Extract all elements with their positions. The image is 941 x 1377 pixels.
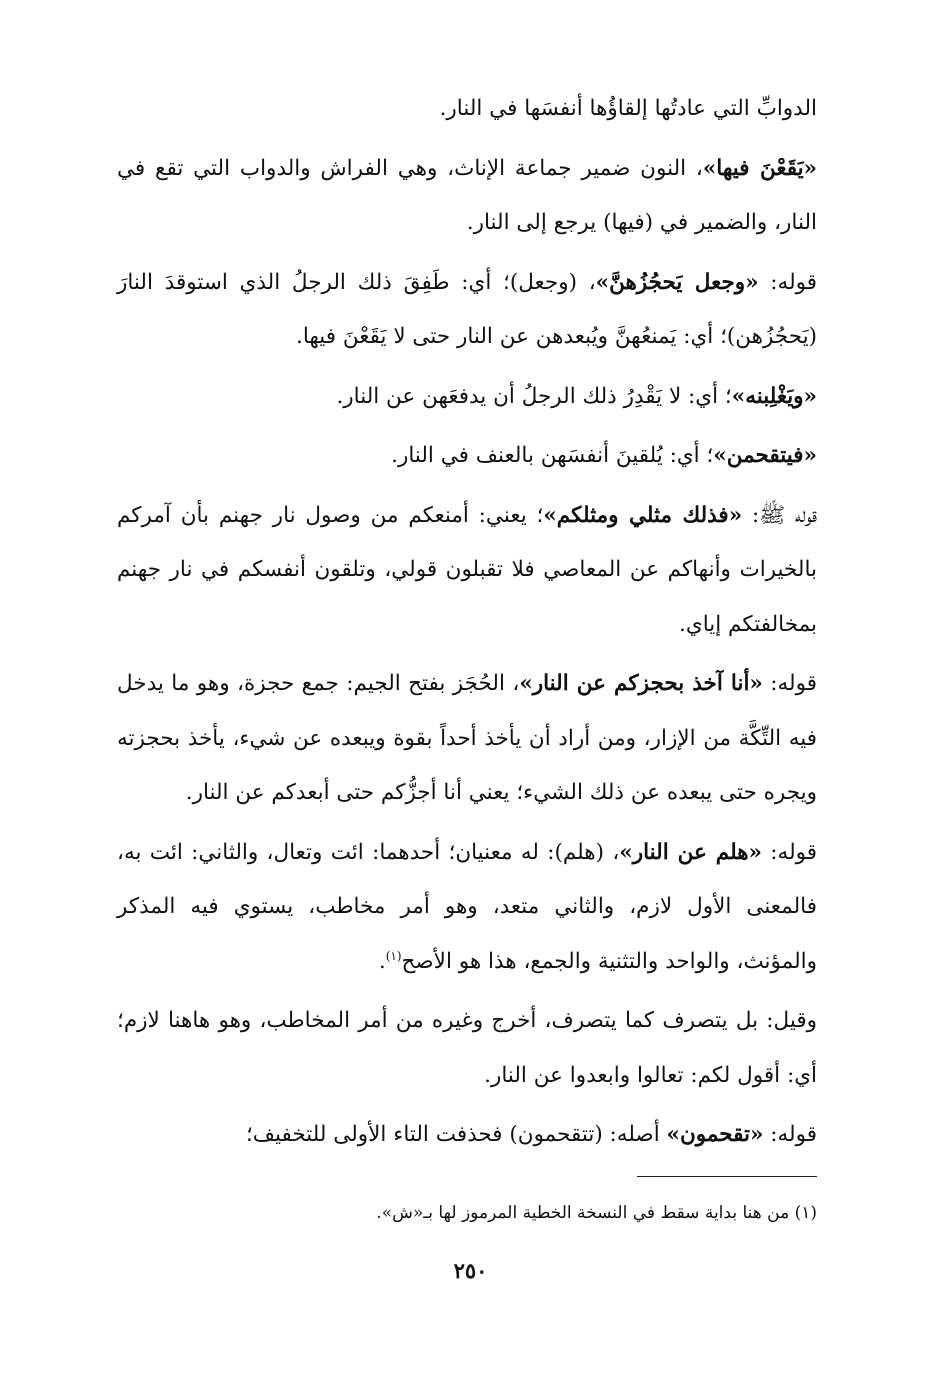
- paragraph-3: [117, 256, 817, 365]
- paragraph-text: ، الحُجَز بفتح الجيم: جمع حجزة، وهو ما يدخل فيه التِّكَّة من الإزار، ومن أراد أن يأخذ أحداً بقوة ويبعده عن شيء، يأخذ بحجزته ويجره حتى يبعده عن ذلك الشيء؛ يعني أنا أجزُّكم حتى أبعدكم عن النار.: [117, 671, 817, 805]
- paragraph-5: [117, 429, 817, 484]
- main-text: [117, 82, 817, 1168]
- quoted-term: «هلم عن النار»: [619, 839, 762, 865]
- paragraph-6: [117, 489, 817, 653]
- paragraph-text: الدوابِّ التي عادتُها إلقاؤُها أنفسَها في النار.: [439, 96, 817, 121]
- paragraph-lead: قوله:: [761, 839, 817, 865]
- paragraph-text: ؛ أي: يُلقينَ أنفسَهن بالعنف في النار.: [391, 443, 714, 468]
- paragraph-2: [117, 142, 817, 251]
- paragraph-4: [117, 370, 817, 425]
- paragraph-lead: قوله:: [758, 269, 818, 295]
- paragraph-text: ، (هلم): له معنيان؛ أحدهما: ائت وتعال، والثاني: ائت به، فالمعنى الأول لازم، والثاني متعد، وهو أمر مخاطب، يستوي فيه المذكر والمؤنث، والواحد والتثنية والجمع، هذا هو الأصح: [117, 839, 817, 974]
- paragraph-text: ، (وجعل)؛ أي: طَفِقَ ذلك الرجلُ الذي استوقدَ النارَ (يَحجُزُهن)؛ أي: يَمنعُهنَّ ويُبعدهن عن النار حتى لا يَقَعْنَ فيها.: [117, 269, 817, 349]
- paragraph-lead: قوله:: [762, 671, 817, 696]
- footnote-marker[interactable]: (١): [385, 948, 402, 963]
- footnote: (١) من هنا بداية سقط في النسخة الخطية المرموز لها بـ«ش».: [376, 1203, 817, 1223]
- paragraph-lead: قوله ﷺ:: [742, 502, 818, 528]
- quoted-term: «تقحمون»: [666, 1122, 764, 1147]
- paragraph-9: [117, 994, 817, 1103]
- paragraph-10: [117, 1108, 817, 1163]
- paragraph-text: ، النون ضمير جماعة الإناث، وهي الفراش والدواب التي تقع في النار، والضمير في (فيها) يرجع إلى النار.: [117, 155, 817, 235]
- paragraph-tail: .: [378, 948, 386, 974]
- page-number: ٢٥٠: [453, 1258, 488, 1283]
- quoted-term: «أنا آخذ بحجزكم عن النار»: [519, 671, 763, 696]
- quoted-term: «فذلك مثلي ومثلكم»: [543, 502, 743, 528]
- quoted-term: «ويَغْلِبنه»: [731, 383, 817, 409]
- paragraph-text: ؛ أي: لا يَقْدِرُ ذلك الرجلُ أن يدفعَهن عن النار.: [336, 383, 732, 409]
- paragraph-text: ؛ يعني: أمنعكم من وصول نار جهنم بأن آمركم بالخيرات وأنهاكم عن المعاصي فلا تقبلون قولي، وتلقون أنفسكم في نار جهنم بمخالفتكم إياي.: [117, 502, 817, 637]
- paragraph-7: [117, 657, 817, 821]
- paragraph-text: وقيل: بل يتصرف كما يتصرف، أخرج وغيره من أمر المخاطب، وهو هاهنا لازم؛ أي: أقول لكم: تعالوا وابعدوا عن النار.: [117, 1008, 817, 1088]
- paragraph-8: [117, 826, 817, 990]
- paragraph-text: أصله: (تتقحمون) فحذفت التاء الأولى للتخفيف؛: [245, 1122, 667, 1147]
- quoted-term: «وجعل يَحجُزُهنَّ»: [595, 269, 759, 295]
- footnote-divider: [637, 1176, 817, 1177]
- paragraph-1: [117, 82, 817, 137]
- quoted-term: «يَقَعْنَ فيها»: [702, 155, 817, 181]
- quoted-term: «فيتقحمن»: [713, 443, 817, 468]
- paragraph-lead: قوله:: [763, 1122, 817, 1147]
